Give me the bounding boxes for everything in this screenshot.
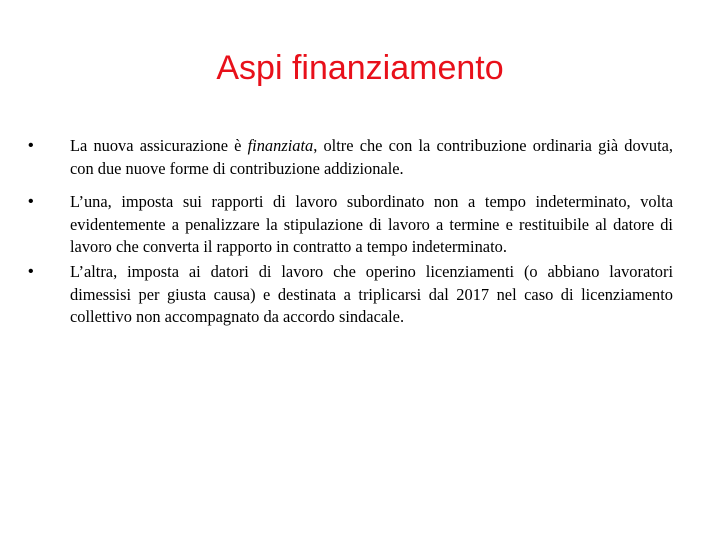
bullet-text-1 xyxy=(70,135,673,180)
bullet-marker: • xyxy=(28,193,34,211)
bullet-text-1-after: , oltre che con la contribuzione ordinaria già dovuta, con due nuove forme di contribuzione addizionale. xyxy=(70,136,674,178)
bullet-marker: • xyxy=(28,137,34,154)
bullet-text-2: L’una, imposta sui rapporti di lavoro subordinato non a tempo indeterminato, volta evidentemente a penalizzare la stipulazione di lavoro a termine e restituibile al datore di lavoro che converta il rapporto in contratto a tempo indeterminato. xyxy=(70,192,673,257)
bullet-text-3: L’altra, imposta ai datori di lavoro che operino licenziamenti (o abbiano lavoratori dimessisi per giusta causa) e destinata a triplicarsi dal 2017 nel caso di licenziamento collettivo non accompagnato da accordo sindacale. xyxy=(70,261,673,327)
bullet-item-3 xyxy=(28,261,673,329)
bullet-text-1-emphasis: finanziata xyxy=(247,136,314,155)
bullet-text-1-before: La nuova assicurazione è xyxy=(70,136,248,155)
slide-title: Aspi finanziamento xyxy=(216,49,504,87)
bullet-marker: • xyxy=(28,262,34,280)
bullet-list xyxy=(28,135,673,329)
bullet-item-2 xyxy=(28,191,673,259)
bullet-item-1 xyxy=(28,135,673,180)
